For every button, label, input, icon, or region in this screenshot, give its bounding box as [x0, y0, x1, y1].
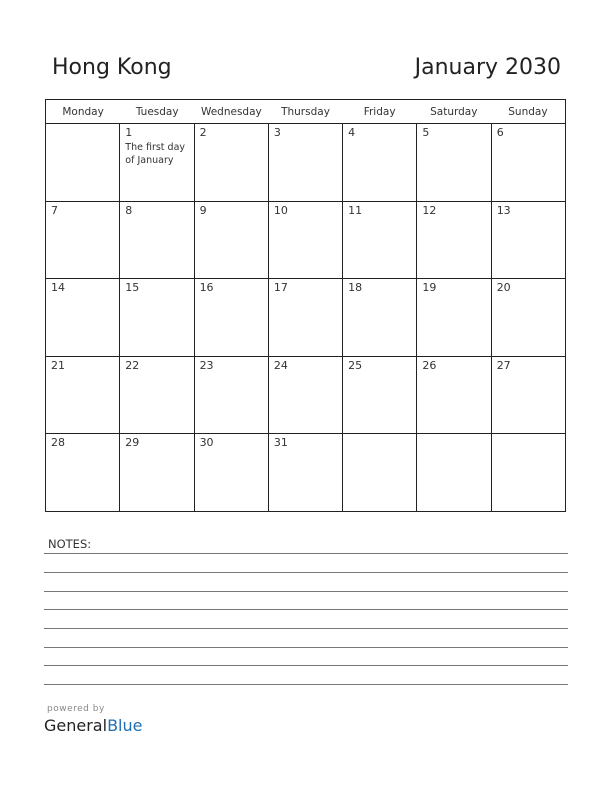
weekday-tuesday: Tuesday	[135, 106, 179, 118]
day-cell	[417, 124, 491, 201]
notes-line	[44, 591, 568, 592]
day-cell	[46, 357, 120, 434]
day-number: 18	[348, 281, 363, 295]
weekday-monday: Monday	[62, 106, 104, 118]
logo-blue: Blue	[107, 716, 143, 735]
day-cell	[195, 279, 269, 356]
day-number: 22	[125, 358, 140, 372]
day-number: 24	[273, 358, 288, 372]
day-number: 25	[348, 358, 363, 372]
day-number: 4	[348, 126, 356, 139]
day-cell	[120, 202, 194, 279]
day-cell	[343, 434, 417, 512]
day-cell	[269, 202, 343, 279]
day-number: 1	[125, 126, 133, 139]
day-number: 9	[199, 203, 207, 217]
day-number: 28	[51, 436, 65, 450]
day-number: 7	[51, 203, 58, 217]
day-cell	[269, 279, 343, 356]
day-number: 27	[496, 358, 511, 372]
day-cell	[46, 124, 120, 201]
day-cell	[417, 202, 491, 279]
day-number: 29	[125, 436, 140, 450]
weekday-sunday: Sunday	[508, 106, 548, 118]
day-number: 10	[273, 203, 288, 217]
day-cell	[269, 357, 343, 434]
day-cell	[343, 124, 417, 201]
notes-line	[44, 572, 568, 573]
day-number: 11	[348, 203, 363, 217]
month-year-title: January 2030	[414, 55, 561, 80]
day-number: 5	[422, 126, 430, 139]
notes-label: NOTES:	[48, 537, 92, 551]
region-title: Hong Kong	[52, 55, 172, 80]
notes-line	[44, 665, 568, 666]
day-cell	[343, 202, 417, 279]
day-cell	[195, 202, 269, 279]
day-cell	[46, 434, 120, 512]
day-cell	[269, 124, 343, 201]
notes-line	[44, 647, 568, 648]
day-cell	[195, 434, 269, 512]
day-cell	[120, 434, 194, 512]
day-number: 12	[422, 203, 437, 217]
day-number: 31	[273, 436, 288, 450]
day-cell	[195, 124, 269, 201]
calendar-grid	[45, 99, 566, 512]
day-number: 19	[422, 281, 437, 295]
generalblue-logo	[44, 716, 142, 735]
day-cell	[120, 279, 194, 356]
day-cell	[492, 279, 565, 356]
logo-general: General	[44, 716, 108, 735]
day-cell	[195, 357, 269, 434]
day-number: 8	[125, 203, 133, 217]
day-cell	[492, 124, 565, 201]
day-number: 17	[273, 281, 288, 295]
day-number: 13	[496, 203, 511, 217]
day-number: 6	[496, 126, 504, 139]
powered-by-text: powered by	[47, 704, 105, 714]
day-cell	[343, 279, 417, 356]
day-cell	[269, 434, 343, 512]
week-row	[46, 357, 565, 435]
weekday-header-row	[46, 100, 565, 124]
week-row	[46, 124, 565, 202]
day-number: 15	[125, 281, 140, 295]
day-number: 14	[51, 281, 65, 295]
day-cell	[46, 202, 120, 279]
calendar-weeks	[46, 124, 565, 512]
weekday-thursday: Thursday	[281, 106, 330, 118]
day-cell	[120, 357, 194, 434]
weekday-friday: Friday	[363, 106, 396, 118]
weekday-saturday: Saturday	[430, 106, 478, 118]
day-cell	[417, 279, 491, 356]
holiday-label: The first day of January	[125, 142, 186, 166]
notes-line	[44, 609, 568, 610]
day-number: 23	[199, 358, 214, 372]
notes-line	[44, 684, 568, 685]
day-number: 2	[199, 126, 207, 139]
notes-line	[44, 628, 568, 629]
day-cell	[417, 357, 491, 434]
day-cell	[492, 202, 565, 279]
day-cell	[417, 434, 491, 512]
day-number: 26	[422, 358, 437, 372]
day-number: 30	[199, 436, 214, 450]
day-cell	[492, 357, 565, 434]
day-cell	[492, 434, 565, 512]
day-cell	[46, 279, 120, 356]
day-cell	[343, 357, 417, 434]
notes-line	[44, 553, 568, 554]
week-row	[46, 434, 565, 512]
day-number: 20	[496, 281, 511, 295]
week-row	[46, 202, 565, 280]
day-cell	[120, 124, 194, 201]
day-number: 16	[199, 281, 214, 295]
day-number: 21	[51, 358, 65, 372]
weekday-wednesday: Wednesday	[200, 106, 262, 118]
week-row	[46, 279, 565, 357]
day-number: 3	[273, 126, 281, 139]
